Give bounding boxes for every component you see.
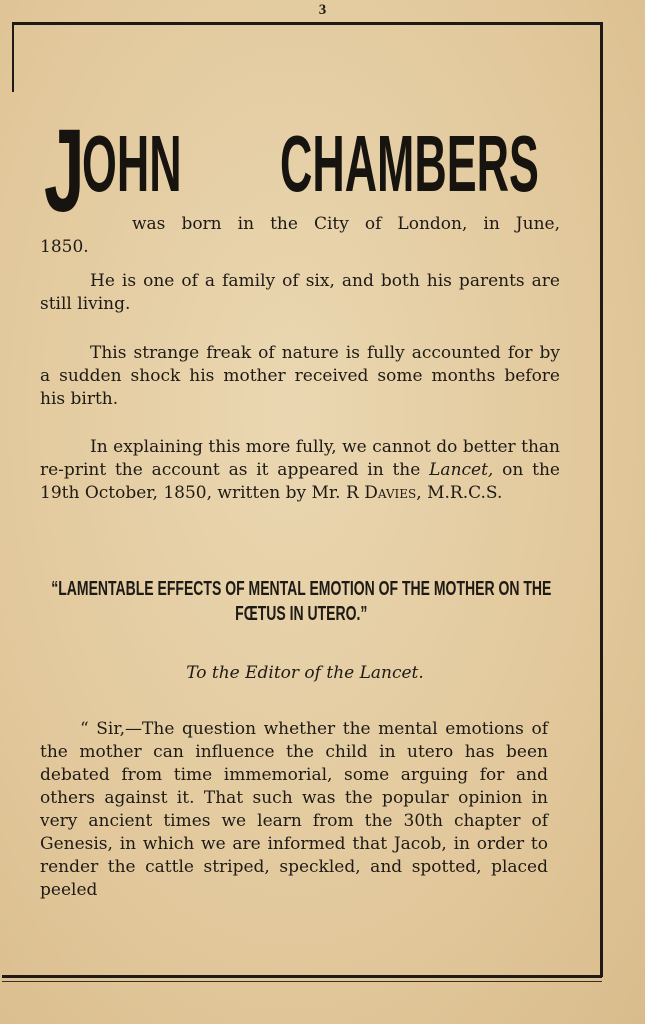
explanation-text-1: In explaining this more fully, we cannot do better than re-print the account as it appeared in the — [40, 437, 560, 480]
left-border-rule — [12, 22, 14, 92]
intro-text: was born in the City of London, in June, — [132, 214, 560, 234]
article-heading — [36, 577, 566, 627]
journal-name: Lancet, — [429, 460, 494, 480]
letter-body: “ Sir,—The question whether the mental emotions of the mother can influence the child in utero has been debated from time immemorial, some arguing for and others against it. That such was the popular opinion in very ancient times we learn from the 30th chapter of Genesis, in which we are informed that Jacob, in order to render the cattle striped, speckled, and spotted, placed peeled — [40, 719, 548, 900]
title-initial: J — [44, 105, 85, 237]
right-border-rule — [600, 22, 603, 977]
bottom-border-rule — [2, 975, 602, 978]
bottom-border-rule-thin — [2, 981, 602, 982]
intro-year: 1850. — [40, 237, 89, 257]
paragraph-explanation — [40, 436, 560, 505]
page-number: 3 — [318, 2, 327, 18]
title-surname: CHAMBERS — [280, 119, 539, 208]
article-heading-text: “LAMENTABLE EFFECTS OF MENTAL EMOTION OF THE MOTHER ON THE FŒTUS IN UTERO.” — [50, 578, 552, 625]
author-credentials: M.R.C.S. — [427, 483, 503, 503]
paragraph-freak-of-nature: This strange freak of nature is fully accounted for by a sudden shock his mother received some months before his birth. — [40, 343, 560, 409]
top-border-rule — [12, 22, 602, 25]
author-surname: Davies, — [364, 483, 422, 503]
explanation-text-2: on the 19th October, 1850, written by Mr. R — [40, 460, 560, 503]
title-first-name-rest: OHN — [82, 119, 182, 208]
paragraph-family: He is one of a family of six, and both his parents are still living. — [40, 271, 560, 314]
letter-salutation: To the Editor of the Lancet. — [186, 663, 424, 683]
